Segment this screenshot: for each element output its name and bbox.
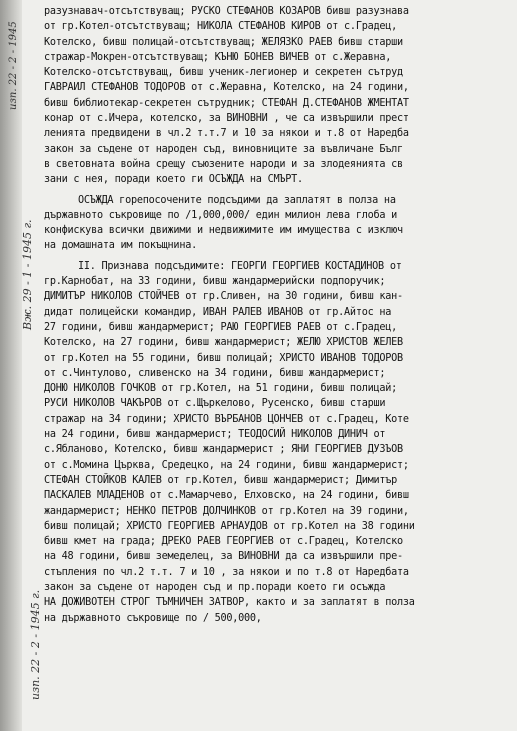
typewritten-text: [44, 4, 512, 626]
text-line: конфискува всички движими и недвижимите им имущества с изключ: [44, 225, 403, 237]
text-line: в световната война срещу съюзените народи и за злодеянията св: [44, 158, 403, 170]
verdict-paragraph-2: [44, 193, 512, 254]
text-line: стражар на 34 години; ХРИСТО ВЪРБАНОВ ЦОНЧЕВ от с.Градец, Коте: [44, 413, 409, 425]
text-line: от с.Момина Църква, Средецко, на 24 години, бивш жандармерист;: [44, 459, 409, 471]
text-line: от гр.Котел-отсътствуващ; НИКОЛА СТЕФАНОВ КИРОВ от с.Градец,: [44, 21, 398, 33]
text-line: разузнавач-отсътствуващ; РУСКО СТЕФАНОВ КОЗАРОВ бивш разузнава: [44, 6, 409, 17]
text-line: ленията предвидени в чл.2 т.т.7 и 10 за някои и т.8 от Наредба: [44, 128, 409, 140]
text-line: 27 години, бивш жандармерист; РАЮ ГЕОРГИЕВ РАЕВ от с.Градец,: [44, 321, 398, 333]
margin-note: изп. 22 - 2 - 1945 г.: [29, 589, 42, 700]
text-line: на 48 години, бивш земеделец, за ВИНОВНИ да са извършили пре-: [44, 551, 403, 563]
margin-note: Вж. 29 - 1 - 1945 г.: [21, 219, 34, 330]
text-line: закон за съдене от народен съд, виновниците за въвличане Бълг: [44, 143, 403, 155]
text-line: дидат полицейски командир, ИВАН РАЛЕВ ИВАНОВ от гр.Айтос на: [44, 306, 392, 318]
text-line: зани с нея, поради което ги ОСЪЖДА на СМЪРТ.: [44, 174, 303, 186]
text-line: от гр.Котел на 55 години, бивш полицай; ХРИСТО ИВАНОВ ТОДОРОВ: [44, 352, 403, 364]
text-line: Котелско, на 27 години, бивш жандармерист; ЖЕЛЮ ХРИСТОВ ЖЕЛЕВ: [44, 337, 403, 349]
text-line: бивш кмет на града; ДРЕКО РАЕВ ГЕОРГИЕВ от с.Градец, Котелско: [44, 536, 403, 548]
text-line: ГАВРАИЛ СТЕФАНОВ ТОДОРОВ от с.Жеравна, Котелско, на 24 години,: [44, 82, 409, 94]
text-line: на 24 години, бивш жандармерист; ТЕОДОСИЙ НИКОЛОВ ДИНИЧ от: [44, 429, 386, 441]
verdict-paragraph-3: [44, 259, 512, 626]
text-line: II. Признава подсъдимите: ГЕОРГИ ГЕОРГИЕВ КОСТАДИНОВ от: [78, 260, 402, 272]
text-line: ДИМИТЪР НИКОЛОВ СТОЙЧЕВ от гр.Сливен, на 30 години, бивш кан-: [44, 291, 403, 303]
text-line: СТЕФАН СТОЙКОВ КАЛЕВ от гр.Котел, бивш жандармерист; Димитър: [44, 474, 398, 486]
text-line: гр.Карнобат, на 33 години, бивш жандармерийски подпоручик;: [44, 276, 386, 288]
text-line: Котелско-отсътствуващ, бивш ученик-легионер и секретен сътруд: [44, 67, 403, 79]
text-line: закон за съдене от народен съд и пр.поради което ги осъжда: [44, 581, 386, 593]
text-line: бивш библиотекар-секретен сътрудник; СТЕФАН Д.СТЕФАНОВ ЖМЕНТАТ: [44, 97, 409, 109]
text-line: НА ДОЖИВОТЕН СТРОГ ТЪМНИЧЕН ЗАТВОР, както и за заплатят в полза: [44, 597, 415, 609]
text-line: РУСИ НИКОЛОВ ЧАКЪРОВ от с.Щъркелово, Русенско, бивш старши: [44, 398, 386, 410]
text-line: с.Ябланово, Котелско, бивш жандармерист ; ЯНИ ГЕОРГИЕВ ДУЗЪОВ: [44, 444, 403, 456]
text-line: на държавното съкровище по / 500,000,: [44, 612, 262, 624]
text-line: стражар-Мокрен-отсътствуващ; КЪНЮ БОНЕВ ВИЧЕВ от с.Жеравна,: [44, 51, 392, 63]
text-line: ПАСКАЛЕВ МЛАДЕНОВ от с.Мамарчево, Елховско, на 24 години, бивш: [44, 490, 409, 502]
text-line: стъпления по чл.2 т.т. 7 и 10 , за някои и по т.8 от Наредбата: [44, 566, 409, 578]
text-line: ДОНЮ НИКОЛОВ ГОЧКОВ от гр.Котел, на 51 години, бивш полицай;: [44, 383, 398, 395]
text-line: конар от с.Ичера, котелско, за ВИНОВНИ , че са извършили прест: [44, 113, 409, 125]
text-line: държавното съкровище по /1,000,000/ един милион лева глоба и: [44, 209, 398, 221]
verdict-paragraph-1: [44, 4, 512, 188]
text-line: от с.Чинтулово, сливенско на 34 години, бивш жандармерист;: [44, 367, 386, 379]
text-line: ОСЪЖДА горепосочените подсъдими да заплатят в полза на: [78, 194, 396, 206]
text-line: бивш полицай; ХРИСТО ГЕОРГИЕВ АРНАУДОВ от гр.Котел на 38 години: [44, 520, 415, 532]
margin-note: изп. 22 - 2 - 1945: [8, 21, 19, 110]
text-line: Котелско, бивш полицай-отсътствуващ; ЖЕЛЯЗКО РАЕВ бивш старши: [44, 36, 403, 48]
text-line: на домашната им покъщнина.: [44, 240, 197, 252]
text-line: жандармерист; НЕНКО ПЕТРОВ ДОЛЧИНКОВ от гр.Котел на 39 години,: [44, 505, 409, 517]
